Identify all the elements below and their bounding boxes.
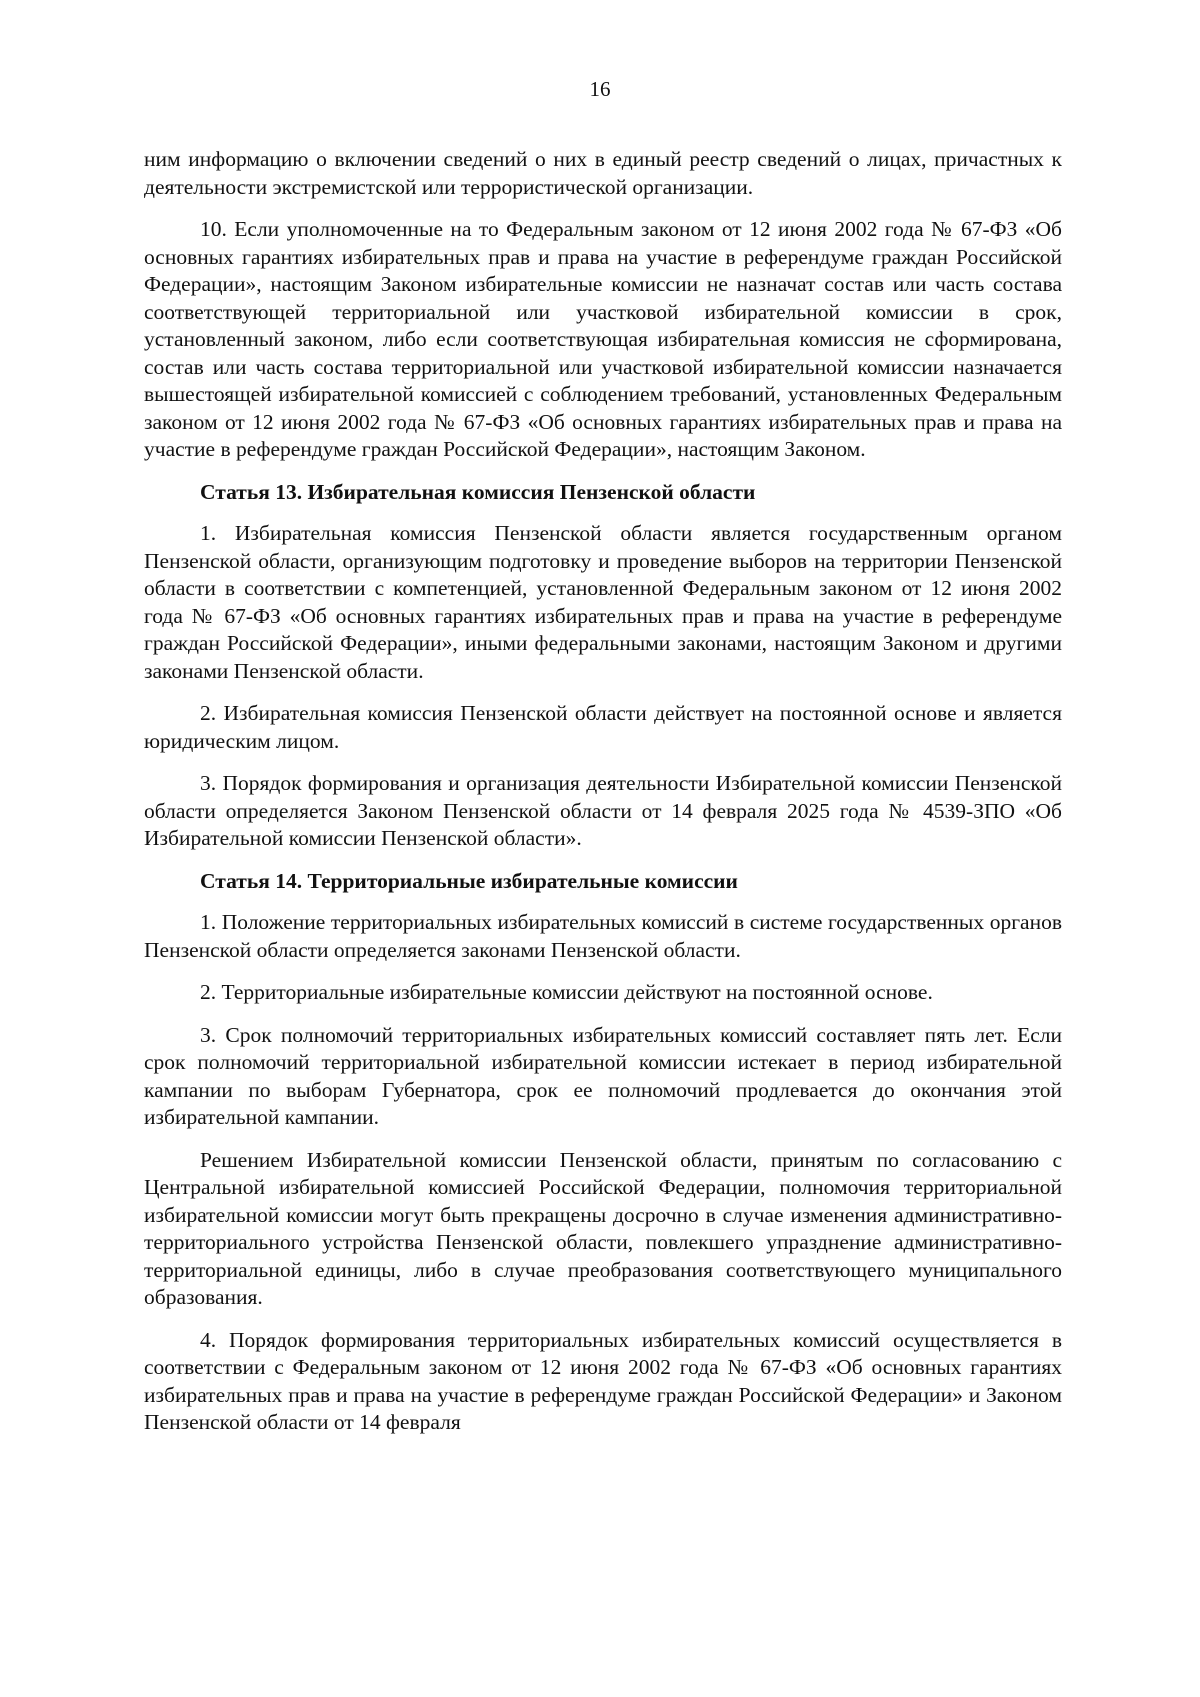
article-14-item-3-continuation: Решением Избирательной комиссии Пензенской области, принятым по согласованию с Центральной избирательной комиссией Российской Федерации, полномочия территориальной избирательной комиссии могут быть прекращены досрочно в случае изменения административно-территориального устройства Пензенской области, повлекшего упразднение административно-территориальной единицы, либо в случае преобразования соответствующего муниципального образования. <box>144 1147 1062 1309</box>
article-13-item-1: 1. Избирательная комиссия Пензенской области является государственным органом Пензенской области, организующим подготовку и проведение выборов на территории Пензенской области в соответствии с компетенцией, установленной Федеральным законом от 12 июня 2002 года № 67-ФЗ «Об основных гарантиях избирательных прав и права на участие в референдуме граждан Российской Федерации», иными федеральными законами, настоящим Законом и другими законами Пензенской области. <box>144 521 1062 683</box>
article-14-heading: Статья 14. Территориальные избирательные комиссии <box>200 868 738 893</box>
page-number: 16 <box>589 77 611 101</box>
paragraph-continuation: ним информацию о включении сведений о них в единый реестр сведений о лицах, причастных к деятельности экстремистской или террористической организации. <box>144 147 1062 199</box>
article-13-item-3: 3. Порядок формирования и организация деятельности Избирательной комиссии Пензенской области определяется Законом Пензенской области от 14 февраля 2025 года № 4539-ЗПО «Об Избирательной комиссии Пензенской области». <box>144 771 1062 850</box>
article-14-item-2: 2. Территориальные избирательные комиссии действуют на постоянной основе. <box>200 980 933 1004</box>
article-13-heading: Статья 13. Избирательная комиссия Пензенской области <box>200 479 756 504</box>
paragraph-item-10: 10. Если уполномоченные на то Федеральным законом от 12 июня 2002 года № 67-ФЗ «Об основных гарантиях избирательных прав и права на участие в референдуме граждан Российской Федерации», настоящим Законом избирательные комиссии не назначат состав или часть состава соответствующей территориальной или участковой избирательной комиссии в срок, установленный законом, либо если соответствующая избирательная комиссия не сформирована, состав или часть состава территориальной или участковой избирательной комиссии назначается вышестоящей избирательной комиссией с соблюдением требований, установленных Федеральным законом от 12 июня 2002 года № 67-ФЗ «Об основных гарантиях избирательных прав и права на участие в референдуме граждан Российской Федерации», настоящим Законом. <box>144 217 1062 461</box>
article-14-item-3: 3. Срок полномочий территориальных избирательных комиссий составляет пять лет. Если срок полномочий территориальной избирательной комиссии истекает в период избирательной кампании по выборам Губернатора, срок ее полномочий продлевается до окончания этой избирательной кампании. <box>144 1022 1062 1129</box>
article-13-item-2: 2. Избирательная комиссия Пензенской области действует на постоянной основе и является юридическим лицом. <box>144 701 1062 753</box>
document-body <box>144 146 1062 1452</box>
article-14-item-1: 1. Положение территориальных избирательных комиссий в системе государственных органов Пензенской области определяется законами Пензенской области. <box>144 910 1062 962</box>
article-14-item-4: 4. Порядок формирования территориальных избирательных комиссий осуществляется в соответствии с Федеральным законом от 12 июня 2002 года № 67-ФЗ «Об основных гарантиях избирательных прав и права на участие в референдуме граждан Российской Федерации» и Законом Пензенской области от 14 февраля <box>144 1327 1062 1434</box>
